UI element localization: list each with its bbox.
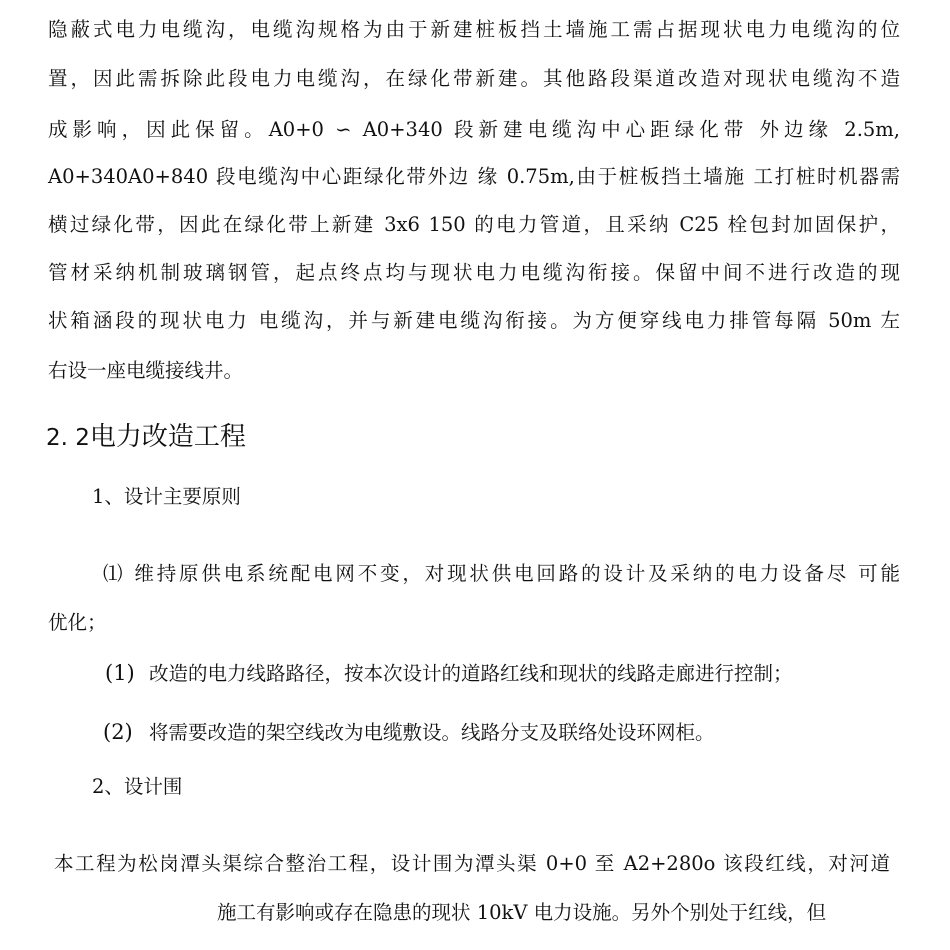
- principle-item-2: [103, 719, 715, 746]
- section-number: 2. 2: [46, 425, 90, 451]
- paragraph-line-3: 成影响，因此保留。A0+0 ∽ A0+340 段新建电缆沟中心距绿化带 外边缘 2.5m,: [48, 118, 900, 141]
- principle-intro-line-1: ⑴ 维持原供电系统配电网不变，对现状供电回路的设计及采纳的电力设备尽 可能: [103, 562, 900, 585]
- scope-line-2: 施工有影响或存在隐患的现状 10kV 电力设施。另外个别处于红线，但: [217, 901, 827, 924]
- paragraph-line-8: 右设一座电缆接线井。: [48, 359, 244, 382]
- principle-item-1-text: 改造的电力线路路径，按本次设计的道路红线和现状的线路走廊进行控制；: [149, 662, 793, 685]
- principle-item-1-marker: (1): [105, 661, 135, 685]
- scope-line-1: 本工程为松岗潭头渠综合整治工程，设计围为潭头渠 0+0 至 A2+280o 该段红线，对河道: [54, 852, 890, 875]
- section-heading: [46, 420, 246, 455]
- paragraph-line-5: 横过绿化带，因此在绿化带上新建 3x6 150 的电力管道，且采纳 C25 栓包封加固保护，: [48, 213, 900, 236]
- principle-item-1: [105, 660, 793, 687]
- section-title: 电力改造工程: [89, 422, 246, 452]
- subsection-1-title: 1、设计主要原则: [92, 485, 241, 508]
- principle-intro-line-2: 优化；: [48, 611, 107, 634]
- paragraph-line-1: 隐蔽式电力电缆沟，电缆沟规格为由于新建桩板挡土墙施工需占据现状电力电缆沟的位: [48, 18, 900, 41]
- subsection-2-title: 2、设计围: [92, 775, 183, 798]
- principle-item-2-marker: (2): [103, 720, 133, 744]
- paragraph-line-6: 管材采纳机制玻璃钢管，起点终点均与现状电力电缆沟衔接。保留中间不进行改造的现: [48, 261, 900, 284]
- paragraph-line-4: A0+340A0+840 段电缆沟中心距绿化带外边 缘 0.75m,由于桩板挡土墙施 工打桩时机器需: [48, 165, 900, 188]
- paragraph-line-7: 状箱涵段的现状电力 电缆沟，并与新建电缆沟衔接。为方便穿线电力排管每隔 50m 左: [48, 309, 900, 332]
- paragraph-line-2: 置，因此需拆除此段电力电缆沟，在绿化带新建。其他路段渠道改造对现状电缆沟不造: [48, 67, 900, 90]
- principle-item-2-text: 将需要改造的架空线改为电缆敷设。线路分支及联络处设环网柜。: [149, 721, 715, 744]
